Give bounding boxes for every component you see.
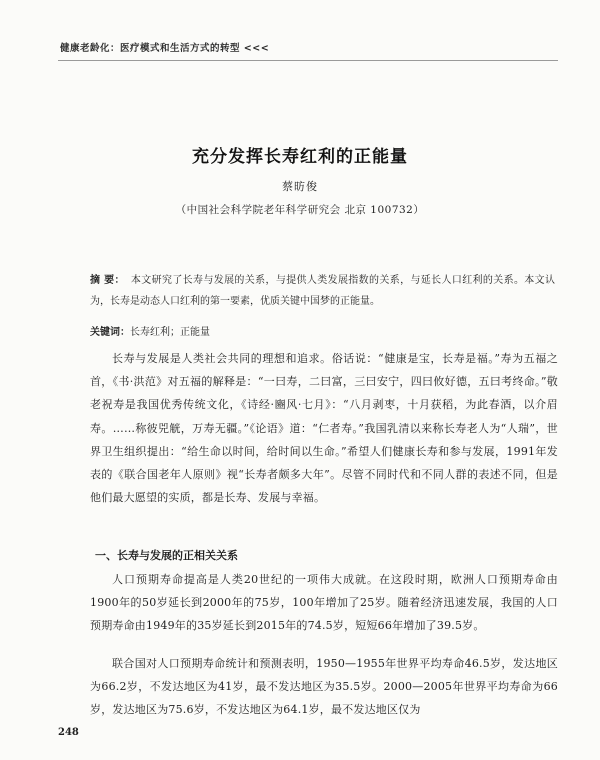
- keywords-label: 关键词：: [90, 327, 130, 338]
- body-paragraph-2: 人口预期寿命提高是人类20世纪的一项伟大成就。在这段时期，欧洲人口预期寿命由1900年的50岁延长到2000年的75岁，100年增加了25岁。随着经济迅速发展，我国的人口预期寿命由1949年的35岁延长到2015年的74.5岁，短短66年增加了39.5岁。: [90, 573, 558, 633]
- abstract: [90, 270, 555, 312]
- article-title: 充分发挥长寿红利的正能量: [192, 147, 408, 167]
- page-number: 248: [58, 727, 79, 738]
- keywords: [90, 322, 555, 343]
- abstract-text: 本文研究了长寿与发展的关系，与提供人类发展指数的关系，与延长人口红利的关系。本文认为，长寿是动态人口红利的第一要素，优质关键中国梦的正能量。: [90, 275, 556, 307]
- running-head: 健康老龄化：医疗模式和生活方式的转型 <<<: [60, 43, 270, 54]
- body-paragraph-3: 联合国对人口预期寿命统计和预测表明，1950—1955年世界平均寿命46.5岁，发达地区为66.2岁，不发达地区为41岁，最不发达地区为35.5岁。2000—2005年世界平均寿命为66岁，发达地区为75.6岁，不发达地区为64.1岁，最不发达地区仅为: [90, 657, 558, 717]
- header-rule: [58, 60, 558, 61]
- keywords-text: 长寿红利；正能量: [130, 327, 210, 338]
- section-heading: 一、长寿与发展的正相关关系: [95, 549, 238, 562]
- body-paragraph-1: 长寿与发展是人类社会共同的理想和追求。俗话说：“健康是宝，长寿是福。”寿为五福之首，《书·洪范》对五福的解释是：“一曰寿，二曰富，三曰安宁，四曰攸好德，五曰考终命。”敬老祝寿是我国优秀传统文化，《诗经·豳风·七月》：“八月剥枣，十月获稻，为此春酒，以介眉寿。……称彼兕觥，万寿无疆。”《论语》道：“仁者寿。”我国乳清以来称长寿老人为“人瑞”，世界卫生组织提出：“给生命以时间，给时间以生命。”希望人们健康长寿和参与发展，1991年发表的《联合国老年人原则》视“长寿者颇多大年”。尽管不同时代和不同人群的表述不同，但是他们最大愿望的实质，都是长寿、发展与幸福。: [90, 352, 558, 505]
- author-affiliation: （中国社会科学院老年科学研究会 北京 100732）: [175, 204, 425, 216]
- abstract-label: 摘 要：: [90, 275, 125, 286]
- article-author: 蔡昉俊: [282, 180, 318, 193]
